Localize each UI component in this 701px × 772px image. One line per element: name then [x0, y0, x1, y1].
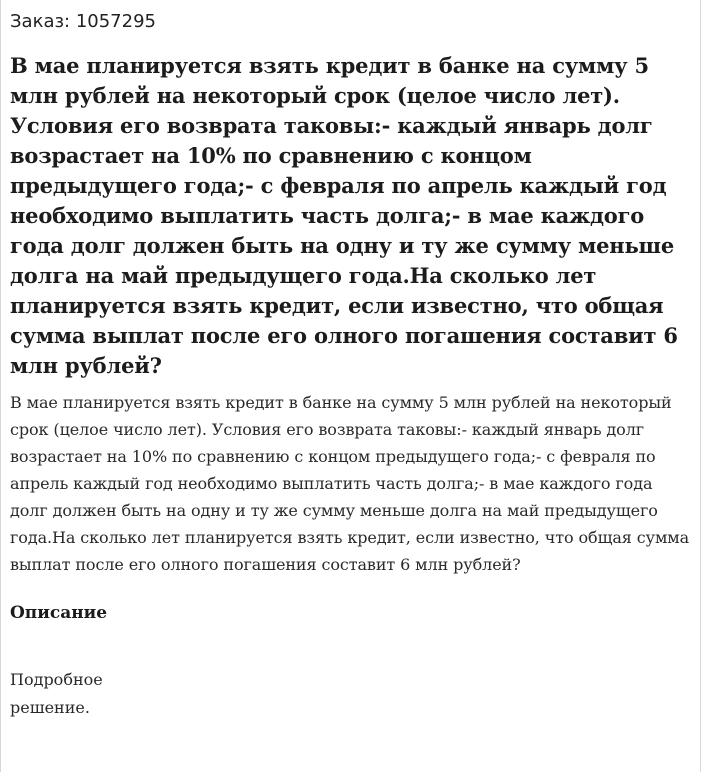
task-body: В мае планируется взять кредит в банке на сумму 5 млн рублей на некоторый срок (целое число лет). Условия его возврата таковы:- каждый январь долг возрастает на 10% по сравнению с концом предыдущего года;- с февраля по апрель каждый год необходимо выплатить часть долга;- в мае каждого года долг должен быть на одну и ту же сумму меньше долга на май предыдущего года.На сколько лет планируется взять кредит, если известно, что общая сумма выплат после его олного погашения составит 6 млн рублей?	[10, 393, 690, 574]
description-text: Подробное решение.	[10, 670, 103, 717]
task-title: В мае планируется взять кредит в банке на сумму 5 млн рублей на некоторый срок (целое число лет). Условия его возврата таковы:- каждый январь долг возрастает на 10% по сравнению с концом предыдущего года;- с февраля по апрель каждый год необходимо выплатить часть долга;- в мае каждого года долг должен быть на одну и ту же сумму меньше долга на май предыдущего года.На сколько лет планируется взять кредит, если известно, что общая сумма выплат после его олного погашения составит 6 млн рублей?	[10, 53, 678, 378]
description-heading: Описание	[10, 603, 108, 623]
order-number: Заказ: 1057295	[10, 11, 156, 32]
